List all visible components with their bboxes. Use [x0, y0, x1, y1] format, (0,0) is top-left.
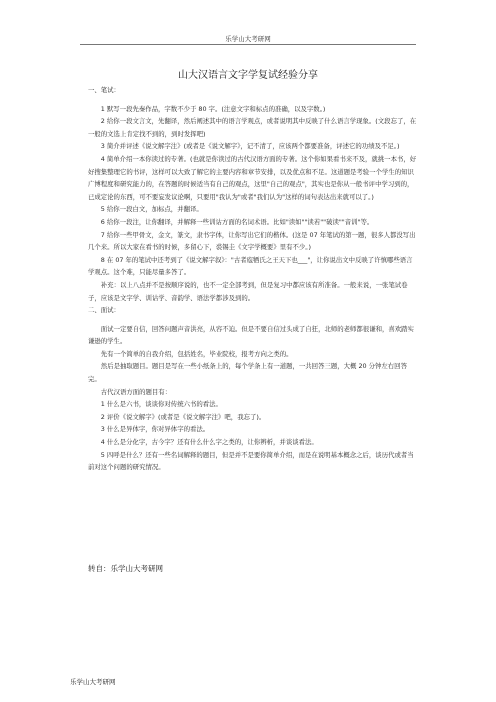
interview-para-3: 然后是抽取题目。题目是写在一些小纸条上的，每个学条上有一道题，一共回答三题，大概 20 分钟左右回答完。: [88, 362, 407, 384]
interview-para-4: 古代汉语方面的题目有：: [100, 387, 172, 396]
source-attribution: 转自：乐学山大考研网: [88, 564, 163, 573]
interview-question-5: 5 四呼是什么？还有一些名词解释的题目，但是并不是要你简单介绍，而是在说明基本概念之后，谈历代或者当前对这个问题的研究情况。: [88, 450, 414, 472]
interview-question-2: 2 评价《说文解字》(或者是《说文解字注》吧，我忘了)。: [100, 412, 266, 421]
written-item-4: 4 简单介绍一本你读过的专著。(也就是你读过的古代汉语方面的专著。这个你如果看书来不及，就挑一本书，好好搜集整理它的书评，这样可以大致了解它的主要内容和章节安排，以及优点和不足。这道题是考验一个学生的知识广博程度和研究能力的，在答题的时候适当有自己的观点，这里"自己的观点"，其实也是你从一般书评中学习到的，已成定论的东西，可不要妄发议论啊，只要用"我认为"或者"我们认为"这样的词句表达出来就可以了。): [88, 154, 417, 201]
page-footer: 乐学山大考研网: [70, 678, 116, 686]
article-body: [88, 84, 418, 474]
written-item-6: 6 给你一段注，让你翻译，并解释一些训诂方面的名词术语。比如"读如""读若""破读""音训"等。: [100, 217, 374, 226]
written-item-7: 7 给你一些甲骨文，金文，篆文，隶书字体，让你写出它们的楷体。(这是 07 年笔试的第一题，很多人都没写出几个来。所以大家在看书的时候，多留心下，裘锡圭《文字学概要》里有不少。): [88, 230, 416, 252]
interview-question-4: 4 什么是分化字，古今字？还有什么什么字之类的，让你辨析，并谈谈看法。: [100, 438, 318, 447]
interview-question-1: 1 什么是六书，谈谈你对传统六书的看法。: [100, 400, 222, 409]
written-supplement: 补充：以上八点并不是按顺序说的，也不一定全部考到，但是复习中都应该有所准备。一般来说，一张笔试卷子，应该是文字学、训诂学、音韵学、语法学都涉及到的。: [88, 280, 408, 302]
written-item-8: 8 在 07 年的笔试中还考到了《说文解字叙》："古者庖牺氏之王天下也___"，让你说出文中反映了许慎哪些语言学观点。这个难，只能尽量多答了。: [88, 255, 413, 277]
interview-para-2: 先有一个简单的自我介绍，包括姓名，毕业院校，报考方向之类的。: [100, 349, 293, 358]
written-item-1: 1 默写一段先秦作品，字数不少于 80 字。(注意文字和标点的准确，以及字数。): [100, 104, 326, 113]
section-heading-interview: 二、面试：: [88, 306, 120, 315]
written-item-2: 2 给你一段文言文，先翻译，然后阐述其中的语言学观点，或者说明其中反映了什么语言学现象。(文段忘了，在一般的文选上肯定找不到的，到时发挥吧): [88, 117, 417, 138]
page-title: 山大汉语言文字学复试经验分享: [178, 70, 318, 81]
header-divider: [80, 44, 416, 45]
interview-question-3: 3 什么是异体字，你对异体字的看法。: [100, 425, 210, 434]
interview-para-1: 面试一定要自信，回答问题声音洪亮，从容不迫。但是不要自信过头成了自狂，北师的老师都很谦和，喜欢踏实谦逊的学生。: [88, 324, 414, 346]
section-heading-written: 一、笔试：: [88, 86, 120, 94]
written-item-3: 3 简介并评述《说文解字注》(或者是《说文解字》，记不清了，应该两个都要准备，评述它的功绩及不足。): [100, 142, 400, 151]
written-item-5: 5 给你一段白文，加标点，并翻译。: [100, 205, 203, 214]
page-header: 乐学山大考研网: [225, 35, 271, 43]
